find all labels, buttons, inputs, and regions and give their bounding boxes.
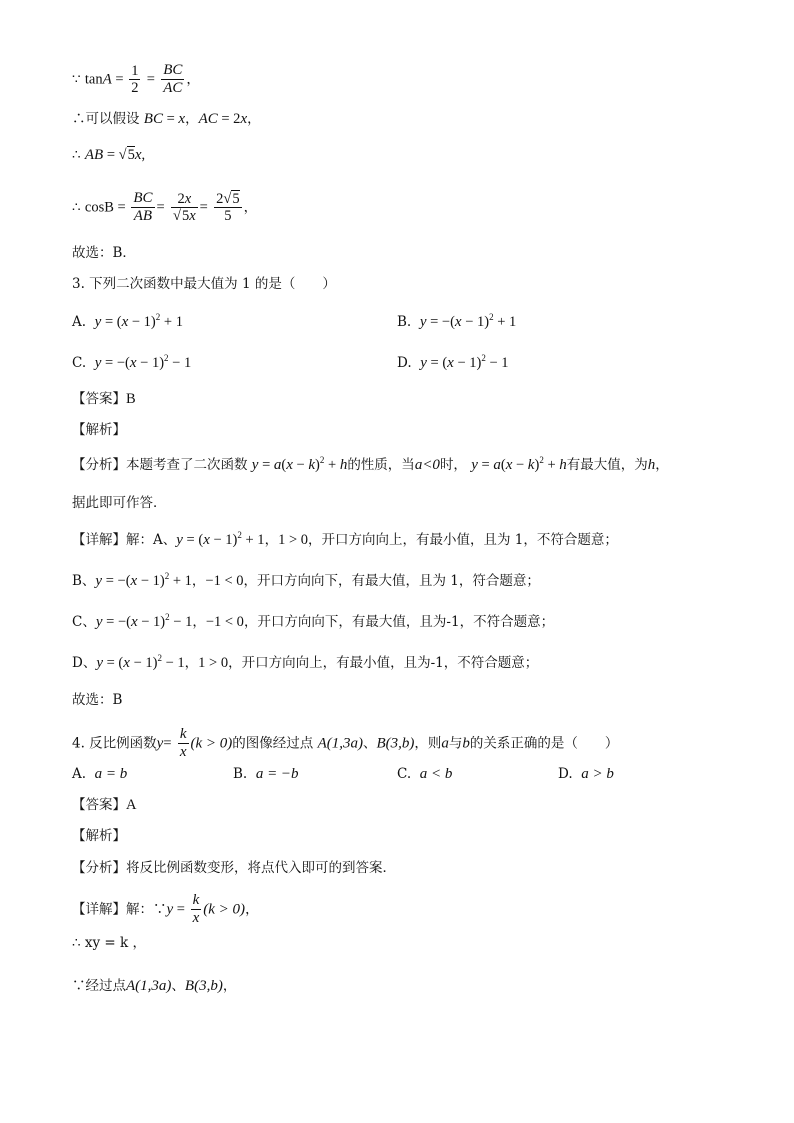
q3-final: 故选：B <box>72 692 123 708</box>
q3-option-b: B. $y = -(x - 1)^2 + 1$ <box>397 312 517 330</box>
q4-detail: 【详解】解：∵y = $\frac{k}{x}$ (k > 0)， <box>72 892 259 927</box>
sol2-line1: ∵ tanA = $\frac{1}{2}$ = $\frac{BC}{AC}$ ， <box>72 62 200 97</box>
q3-answer: 【答案】B <box>72 391 136 407</box>
q4-option-c: C. a < b <box>397 766 453 782</box>
q3-detail-d: D、$y = (x - 1)^2 - 1$，1 > 0，开口方向向上，有最小值，且为-1，不符合题意； <box>72 653 539 671</box>
q3-fenxi: 【分析】本题考查了二次函数 $y = a(x - k)^2 + h$的性质，当a<0时， $y = a(x - k)^2 + h$有最大值，为h， <box>72 455 669 473</box>
q3-fenxi-line2: 据此即可作答． <box>72 495 167 511</box>
q4-pass: ∵经过点A(1,3a)、B(3,b)， <box>72 978 237 994</box>
fraction-half: $\frac{1}{2}$ <box>131 62 139 97</box>
q4-stem: 4. 反比例函数y= $\frac{k}{x}$ (k > 0)的图像经过点 A(1,3a)、B(3,b)，则a与b的关系正确的是（ ） <box>72 726 619 761</box>
q3-analysis-tag: 【解析】 <box>72 422 126 438</box>
fraction-2x: $\frac{2x}{√5x}$ <box>172 190 196 225</box>
q3-option-c: C. $y = -(x - 1)^2 - 1$ <box>72 353 192 371</box>
sol2-line4: ∴ cosB = $\frac{BC}{AB}$ = $\frac{2x}{√5x}$ = $\frac{2√5}{5}$ ， <box>72 190 258 225</box>
sol2-line2: ∴可以假设 BC = x，AC = 2x， <box>72 111 261 127</box>
q3-stem: 3. 下列二次函数中最大值为 1 的是（ ） <box>72 276 336 292</box>
q4-fenxi: 【分析】将反比例函数变形，将点代入即可的到答案． <box>72 860 396 876</box>
fraction-bc-ab: $\frac{BC}{AB}$ <box>133 190 153 225</box>
sol2-line3: ∴ AB = √5x, <box>72 147 146 163</box>
q4-answer: 【答案】A <box>72 797 137 813</box>
fraction-k-x: $\frac{k}{x}$ <box>179 726 187 761</box>
fraction-result: $\frac{2√5}{5}$ <box>216 190 240 225</box>
q4-option-b: B. a = −b <box>233 766 299 782</box>
q3-option-a: A. $y = (x - 1)^2 + 1$ <box>72 312 183 330</box>
q3-detail-a: 【详解】解：A、$y = (x - 1)^2 + 1$，1 > 0，开口方向向上，有最小值，且为 1，不符合题意； <box>72 530 618 548</box>
q4-analysis-tag: 【解析】 <box>72 828 126 844</box>
sol2-answer: 故选：B． <box>72 245 136 261</box>
q4-xy: ∴ xy = k ， <box>72 935 146 951</box>
q3-detail-b: B、$y = -(x - 1)^2 + 1$，−1 < 0，开口方向向下，有最大值，且为 1，符合题意； <box>72 571 540 589</box>
q4-option-d: D. a > b <box>558 766 614 782</box>
fraction-bc-ac: $\frac{BC}{AC}$ <box>163 62 183 97</box>
q3-detail-c: C、$y = -(x - 1)^2 - 1$，−1 < 0，开口方向向下，有最大值，且为-1，不符合题意； <box>72 612 555 630</box>
q4-option-a: A. a = b <box>72 766 128 782</box>
fraction-k-x-detail: $\frac{k}{x}$ <box>192 892 200 927</box>
q3-option-d: D. $y = (x - 1)^2 - 1$ <box>397 353 509 371</box>
